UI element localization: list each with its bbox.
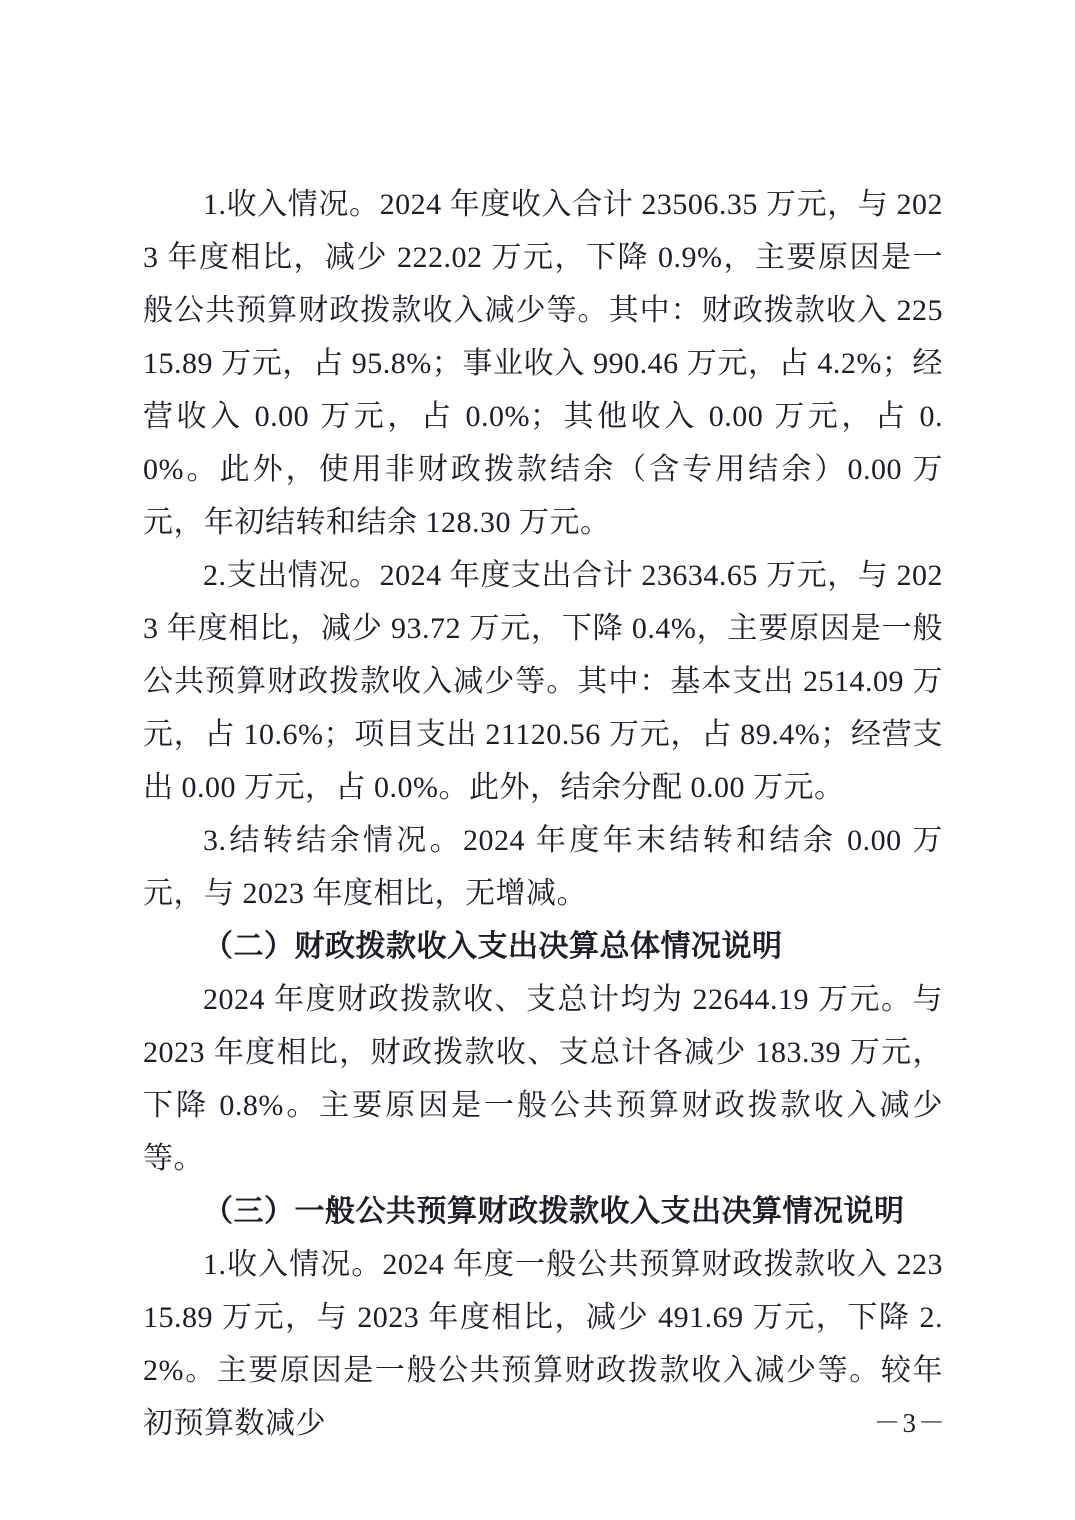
paragraph-expenditure-summary: 2.支出情况。2024 年度支出合计 23634.65 万元，与 2023 年度相比，减少 93.72 万元，下降 0.4%，主要原因是一般公共预算财政拨款收入减少等。其中：基本支出 2514.09 万元，占 10.6%；项目支出 21120.56 万元，占 89.4%；经营支出 0.00 万元，占 0.0%。此外，结余分配 0.00 万元。 [143, 559, 943, 804]
paragraph-carryover-summary: 3.结转结余情况。2024 年度年末结转和结余 0.00 万元，与 2023 年度相比，无增减。 [143, 824, 943, 910]
document-body [143, 178, 943, 1450]
page-number: －3－ [873, 1408, 947, 1438]
paragraph-revenue-summary: 1.收入情况。2024 年度收入合计 23506.35 万元，与 2023 年度相比，减少 222.02 万元，下降 0.9%，主要原因是一般公共预算财政拨款收入减少等。其中：财政拨款收入 22515.89 万元，占 95.8%；事业收入 990.46 万元，占 4.2%；经营收入 0.00 万元，占 0.0%；其他收入 0.00 万元，占 0.0%。此外，使用非财政拨款结余（含专用结余）0.00 万元，年初结转和结余 128.30 万元。 [143, 188, 943, 539]
heading-general-public-budget-appropriation: （三）一般公共预算财政拨款收入支出决算情况说明 [203, 1195, 905, 1228]
paragraph-fiscal-appropriation-total: 2024 年度财政拨款收、支总计均为 22644.19 万元。与 2023 年度相比，财政拨款收、支总计各减少 183.39 万元，下降 0.8%。主要原因是一般公共预算财政拨款收入减少等。 [143, 983, 943, 1175]
paragraph-general-budget-income: 1.收入情况。2024 年度一般公共预算财政拨款收入 22315.89 万元，与 2023 年度相比，减少 491.69 万元，下降 2.2%。主要原因是一般公共预算财政拨款收入减少等。较年初预算数减少 [143, 1248, 943, 1440]
heading-fiscal-appropriation-overview: （二）财政拨款收入支出决算总体情况说明 [203, 930, 783, 963]
